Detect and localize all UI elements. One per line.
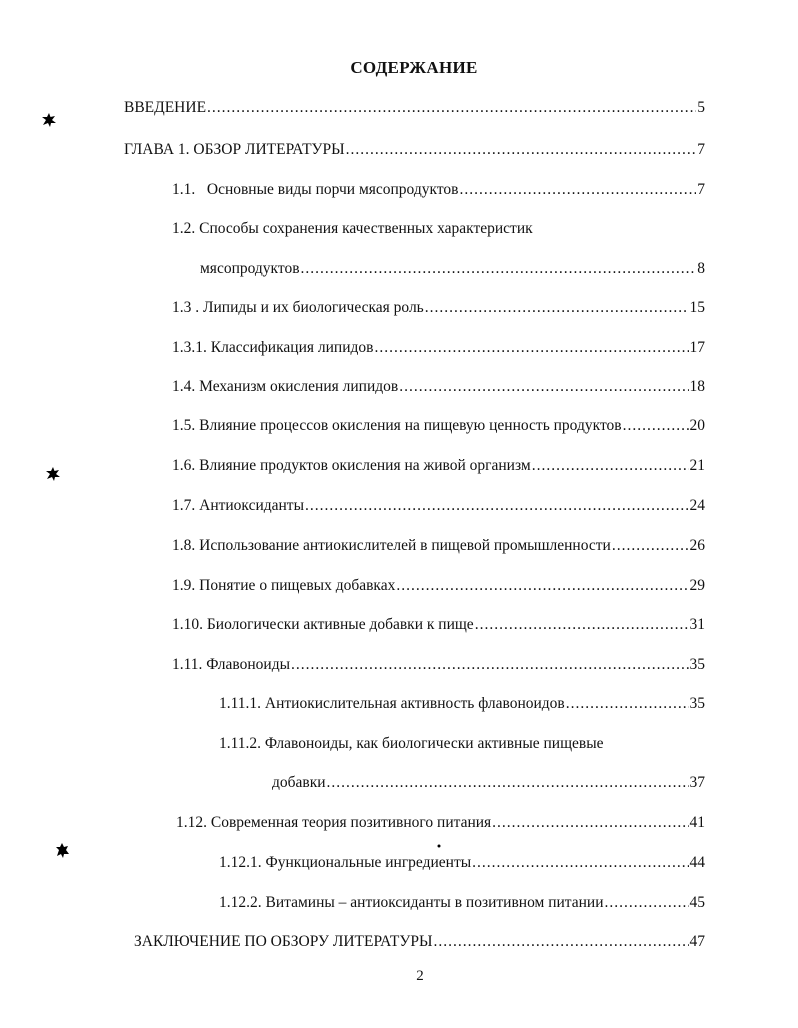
toc-entry-chapter-1[interactable] [124, 140, 705, 160]
ink-speck-icon [45, 466, 61, 482]
leader-dots [566, 694, 689, 714]
toc-entry-label: ЗАКЛЮЧЕНИЕ ПО ОБЗОРУ ЛИТЕРАТУРЫ [134, 933, 433, 950]
toc-entry-label: 1.3.1. Классификация липидов [172, 339, 374, 356]
toc-entry-1-12[interactable] [176, 813, 705, 833]
toc-entry-label: 1.4. Механизм окисления липидов [172, 378, 399, 395]
toc-entry-1-3-1[interactable] [172, 338, 705, 358]
leader-dots [327, 773, 689, 793]
toc-entry-label: 1.1. Основные виды порчи мясопродуктов [172, 181, 459, 198]
toc-entry-page: 5 [697, 99, 705, 116]
toc-entry-introduction[interactable] [124, 98, 705, 118]
toc-entry-page: 41 [689, 814, 705, 831]
toc-entry-page: 37 [689, 774, 705, 791]
toc-entry-page: 18 [689, 378, 705, 395]
leader-dots [399, 377, 688, 397]
leader-dots [346, 140, 697, 160]
ink-dot-icon [437, 844, 441, 848]
ink-speck-icon [55, 842, 70, 859]
toc-entry-label: ГЛАВА 1. ОБЗОР ЛИТЕРАТУРЫ [124, 141, 345, 158]
toc-entry-page: 7 [697, 181, 705, 198]
leader-dots [492, 813, 688, 833]
toc-entry-label: 1.2. Способы сохранения качественных характеристик [172, 220, 533, 237]
toc-entry-label: 1.5. Влияние процессов окисления на пищевую ценность продуктов [172, 417, 622, 434]
leader-dots [605, 893, 689, 913]
toc-entry-label: 1.7. Антиоксиданты [172, 497, 304, 514]
toc-entry-page: 21 [689, 457, 705, 474]
toc-entry-label: мясопродуктов [200, 260, 300, 277]
leader-dots [434, 932, 689, 952]
toc-entry-label: 1.6. Влияние продуктов окисления на живой организм [172, 457, 531, 474]
toc-entry-page: 47 [689, 933, 705, 950]
ink-speck-icon [41, 112, 57, 128]
toc-entry-label: 1.8. Использование антиокислителей в пищевой промышленности [172, 537, 611, 554]
toc-entry-page: 15 [689, 299, 705, 316]
toc-entry-label: 1.12. Современная теория позитивного питания [176, 814, 492, 831]
toc-entry-conclusion[interactable] [134, 932, 705, 952]
toc-entry-page: 8 [697, 260, 705, 277]
leader-dots [301, 259, 697, 279]
toc-entry-label: 1.3 . Липиды и их биологическая роль [172, 299, 424, 316]
toc-entry-1-7[interactable] [172, 496, 705, 516]
toc-entry-label: 1.12.2. Витамины – антиоксиданты в позитивном питании [219, 894, 604, 911]
toc-entry-page: 26 [689, 537, 705, 554]
leader-dots [425, 298, 689, 318]
toc-entry-label: 1.11. Флавоноиды [172, 656, 290, 673]
toc-entry-page: 31 [689, 616, 705, 633]
toc-entry-page: 44 [689, 854, 705, 871]
toc-entry-label: 1.9. Понятие о пищевых добавках [172, 577, 396, 594]
toc-entry-1-5[interactable] [172, 416, 705, 436]
toc-entry-1-3[interactable] [172, 298, 705, 318]
leader-dots [532, 456, 689, 476]
toc-entry-label: 1.11.2. Флавоноиды, как биологически активные пищевые [219, 735, 604, 752]
toc-entry-1-12-1[interactable] [219, 853, 705, 873]
toc-entry-page: 29 [689, 577, 705, 594]
leader-dots [291, 655, 689, 675]
toc-entry-page: 24 [689, 497, 705, 514]
toc-entry-label: ВВЕДЕНИЕ [124, 99, 207, 116]
toc-entry-page: 17 [689, 339, 705, 356]
toc-entry-page: 35 [689, 656, 705, 673]
toc-entry-1-9[interactable] [172, 576, 705, 596]
toc-entry-label: 1.11.1. Антиокислительная активность флавоноидов [219, 695, 565, 712]
toc-entry-label: добавки [272, 774, 326, 791]
toc-entry-1-4[interactable] [172, 377, 705, 397]
leader-dots [305, 496, 689, 516]
toc-entry-page: 20 [689, 417, 705, 434]
toc-entry-1-11-2[interactable] [219, 734, 604, 754]
page-title: СОДЕРЖАНИЕ [350, 58, 478, 77]
toc-entry-1-12-2[interactable] [219, 893, 705, 913]
toc-entry-1-8[interactable] [172, 536, 705, 556]
leader-dots [459, 180, 696, 200]
toc-entry-page: 35 [689, 695, 705, 712]
leader-dots [472, 853, 688, 873]
leader-dots [207, 98, 696, 118]
toc-entry-1-10[interactable] [172, 615, 705, 635]
leader-dots [623, 416, 689, 436]
leader-dots [396, 576, 688, 596]
leader-dots [374, 338, 688, 358]
toc-entry-1-2-continued[interactable] [200, 259, 705, 279]
toc-entry-1-11-1[interactable] [219, 694, 705, 714]
toc-entry-label: 1.12.1. Функциональные ингредиенты [219, 854, 472, 871]
toc-entry-1-1[interactable] [172, 180, 705, 200]
toc-entry-1-11-2-continued[interactable] [272, 773, 705, 793]
toc-entry-1-6[interactable] [172, 456, 705, 476]
toc-entry-1-2[interactable] [172, 219, 533, 239]
page-number: 2 [416, 968, 424, 984]
toc-entry-page: 7 [697, 141, 705, 158]
leader-dots [475, 615, 689, 635]
toc-entry-page: 45 [689, 894, 705, 911]
toc-entry-label: 1.10. Биологически активные добавки к пище [172, 616, 474, 633]
leader-dots [612, 536, 689, 556]
toc-entry-1-11[interactable] [172, 655, 705, 675]
